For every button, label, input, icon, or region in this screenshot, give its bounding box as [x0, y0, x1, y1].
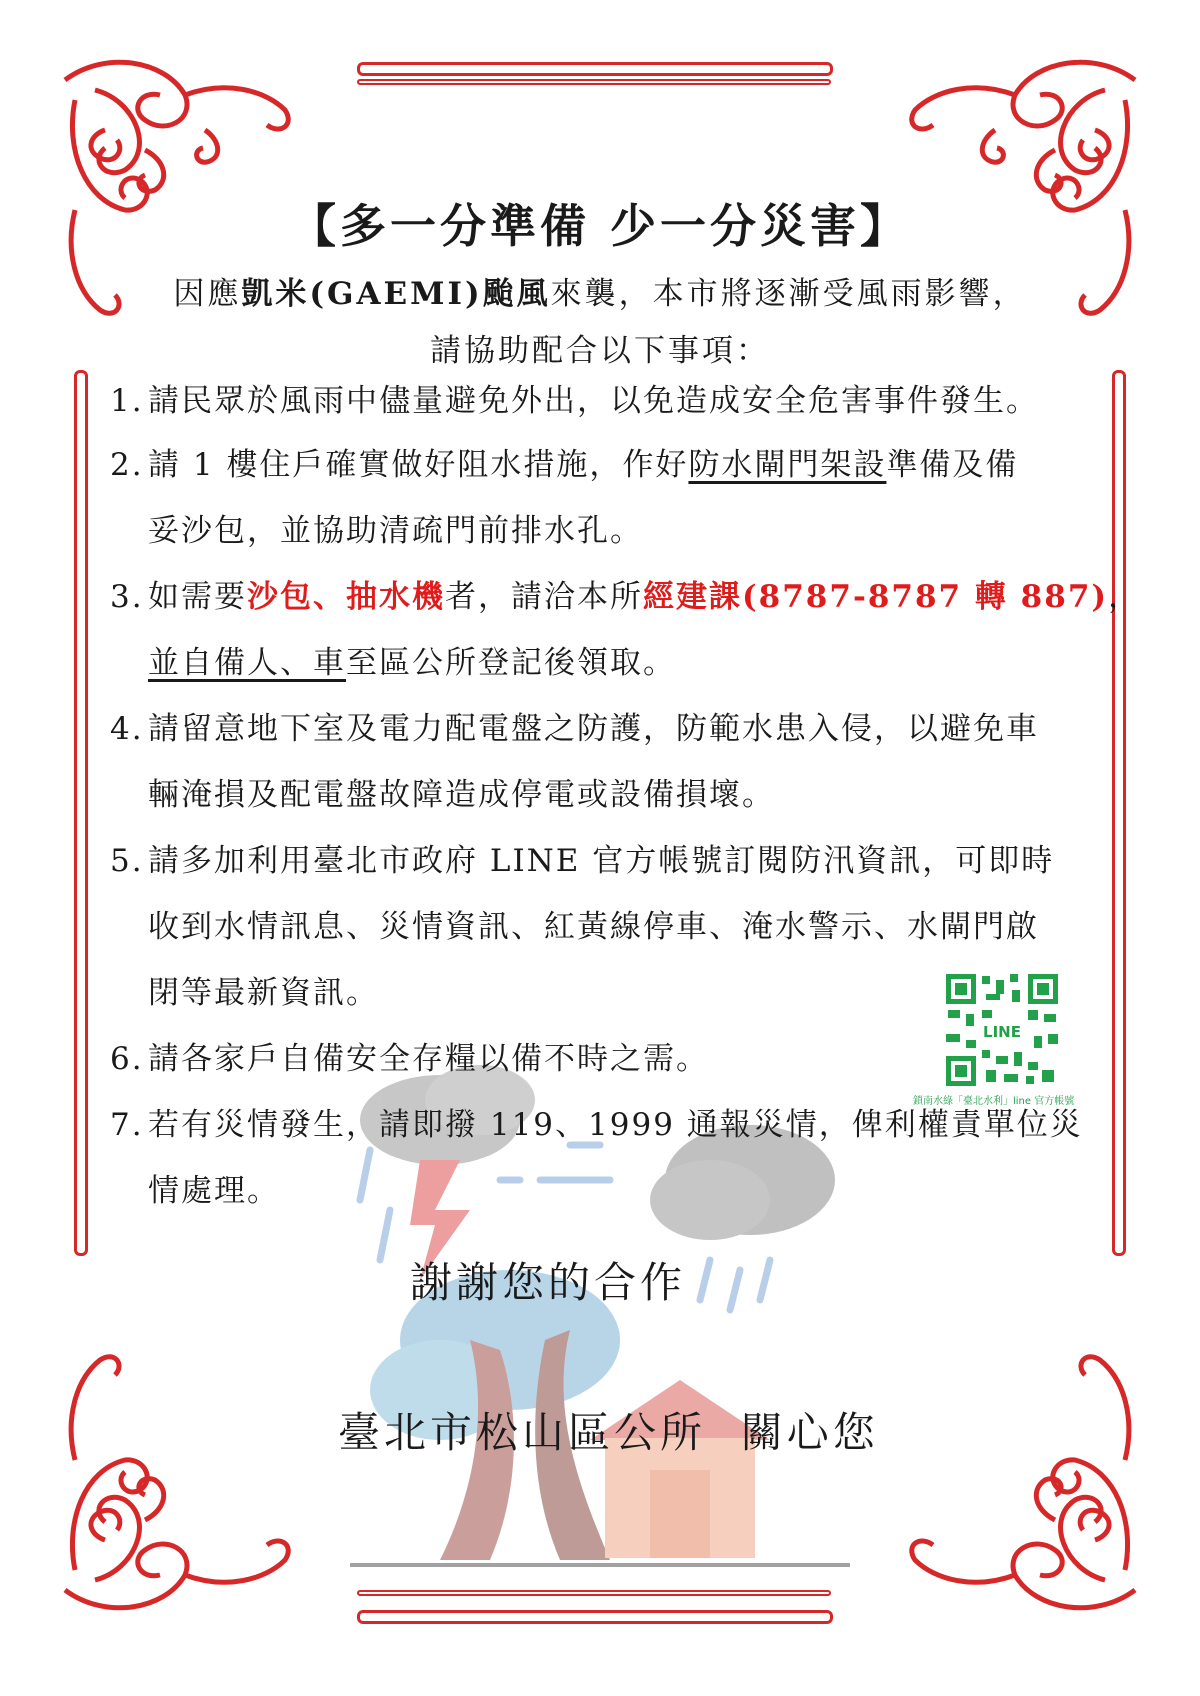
- intro-pre: 因應: [173, 276, 242, 312]
- item-number: 4.: [110, 711, 144, 747]
- item-number: 2.: [110, 447, 144, 483]
- qr-caption: 鎖南水綠「臺北水利」line 官方帳號: [913, 1096, 1075, 1107]
- item-number: 6.: [110, 1041, 144, 1077]
- item-number: 7.: [110, 1107, 144, 1143]
- thanks-message: 謝謝您的合作: [410, 1258, 687, 1307]
- item-text-line2: 妥沙包，並協助清疏門前排水孔。: [148, 513, 643, 549]
- signature: 臺北市松山區公所 關心您: [338, 1408, 879, 1457]
- item-text-line2: 情處理。: [148, 1173, 280, 1209]
- right-frame-bar: [1112, 370, 1126, 1256]
- item-number: 3.: [110, 579, 144, 615]
- top-frame-bar: [357, 62, 833, 76]
- line-logo: LINE: [983, 1023, 1021, 1041]
- item-text-line2: 收到水情訊息、災情資訊、紅黃線停車、淹水警示、水閘門啟: [148, 909, 1039, 945]
- item-text-line2: 輛淹損及配電盤故障造成停電或設備損壞。: [148, 777, 775, 813]
- intro-post: 來襲，本市將逐漸受風雨影響，: [550, 276, 1027, 312]
- item-text-line2: 並自備人、車至區公所登記後領取。: [148, 645, 676, 681]
- item-text: 請民眾於風雨中儘量避免外出，以免造成安全危害事件發生。: [148, 383, 1039, 419]
- page-title: 【多一分準備 少一分災害】: [289, 199, 910, 253]
- bottom-right-ornament: [855, 1330, 1155, 1630]
- item-text: 請留意地下室及電力配電盤之防護，防範水患入侵，以避免車: [148, 711, 1039, 747]
- item-text: 請 1 樓住戶確實做好阻水措施，作好防水閘門架設準備及備: [148, 447, 1019, 483]
- item-text: 如需要沙包、抽水機者，請洽本所經建課(8787-8787 轉 887)，: [148, 579, 1142, 615]
- intro-line-2: 請協助配合以下事項：: [430, 333, 770, 369]
- typhoon-name: 凱米(GAEMI)颱風: [241, 276, 551, 312]
- item-number: 1.: [110, 383, 144, 419]
- bottom-frame-bar-thin: [357, 1590, 831, 1596]
- left-frame-bar: [74, 370, 88, 1256]
- bottom-frame-bar: [357, 1610, 833, 1624]
- item-number: 5.: [110, 843, 144, 879]
- highlight-contact: 經建課(8787-8787 轉 887): [643, 579, 1109, 615]
- intro-line-1: [0, 268, 1200, 313]
- underlined-text: 並自備人、車: [148, 645, 346, 681]
- item-text-line3: 閉等最新資訊。: [148, 975, 379, 1011]
- item-text: 若有災情發生，請即撥 119、1999 通報災情，俾利權責單位災: [148, 1107, 1083, 1143]
- highlight-supplies: 沙包、抽水機: [247, 579, 445, 615]
- top-frame-bar-thin: [357, 79, 831, 85]
- underlined-text: 防水閘門架設: [688, 447, 887, 483]
- item-text: 請各家戶自備安全存糧以備不時之需。: [148, 1041, 709, 1077]
- bottom-left-ornament: [45, 1330, 345, 1630]
- item-text: 請多加利用臺北市政府 LINE 官方帳號訂閱防汛資訊，可即時: [148, 843, 1055, 879]
